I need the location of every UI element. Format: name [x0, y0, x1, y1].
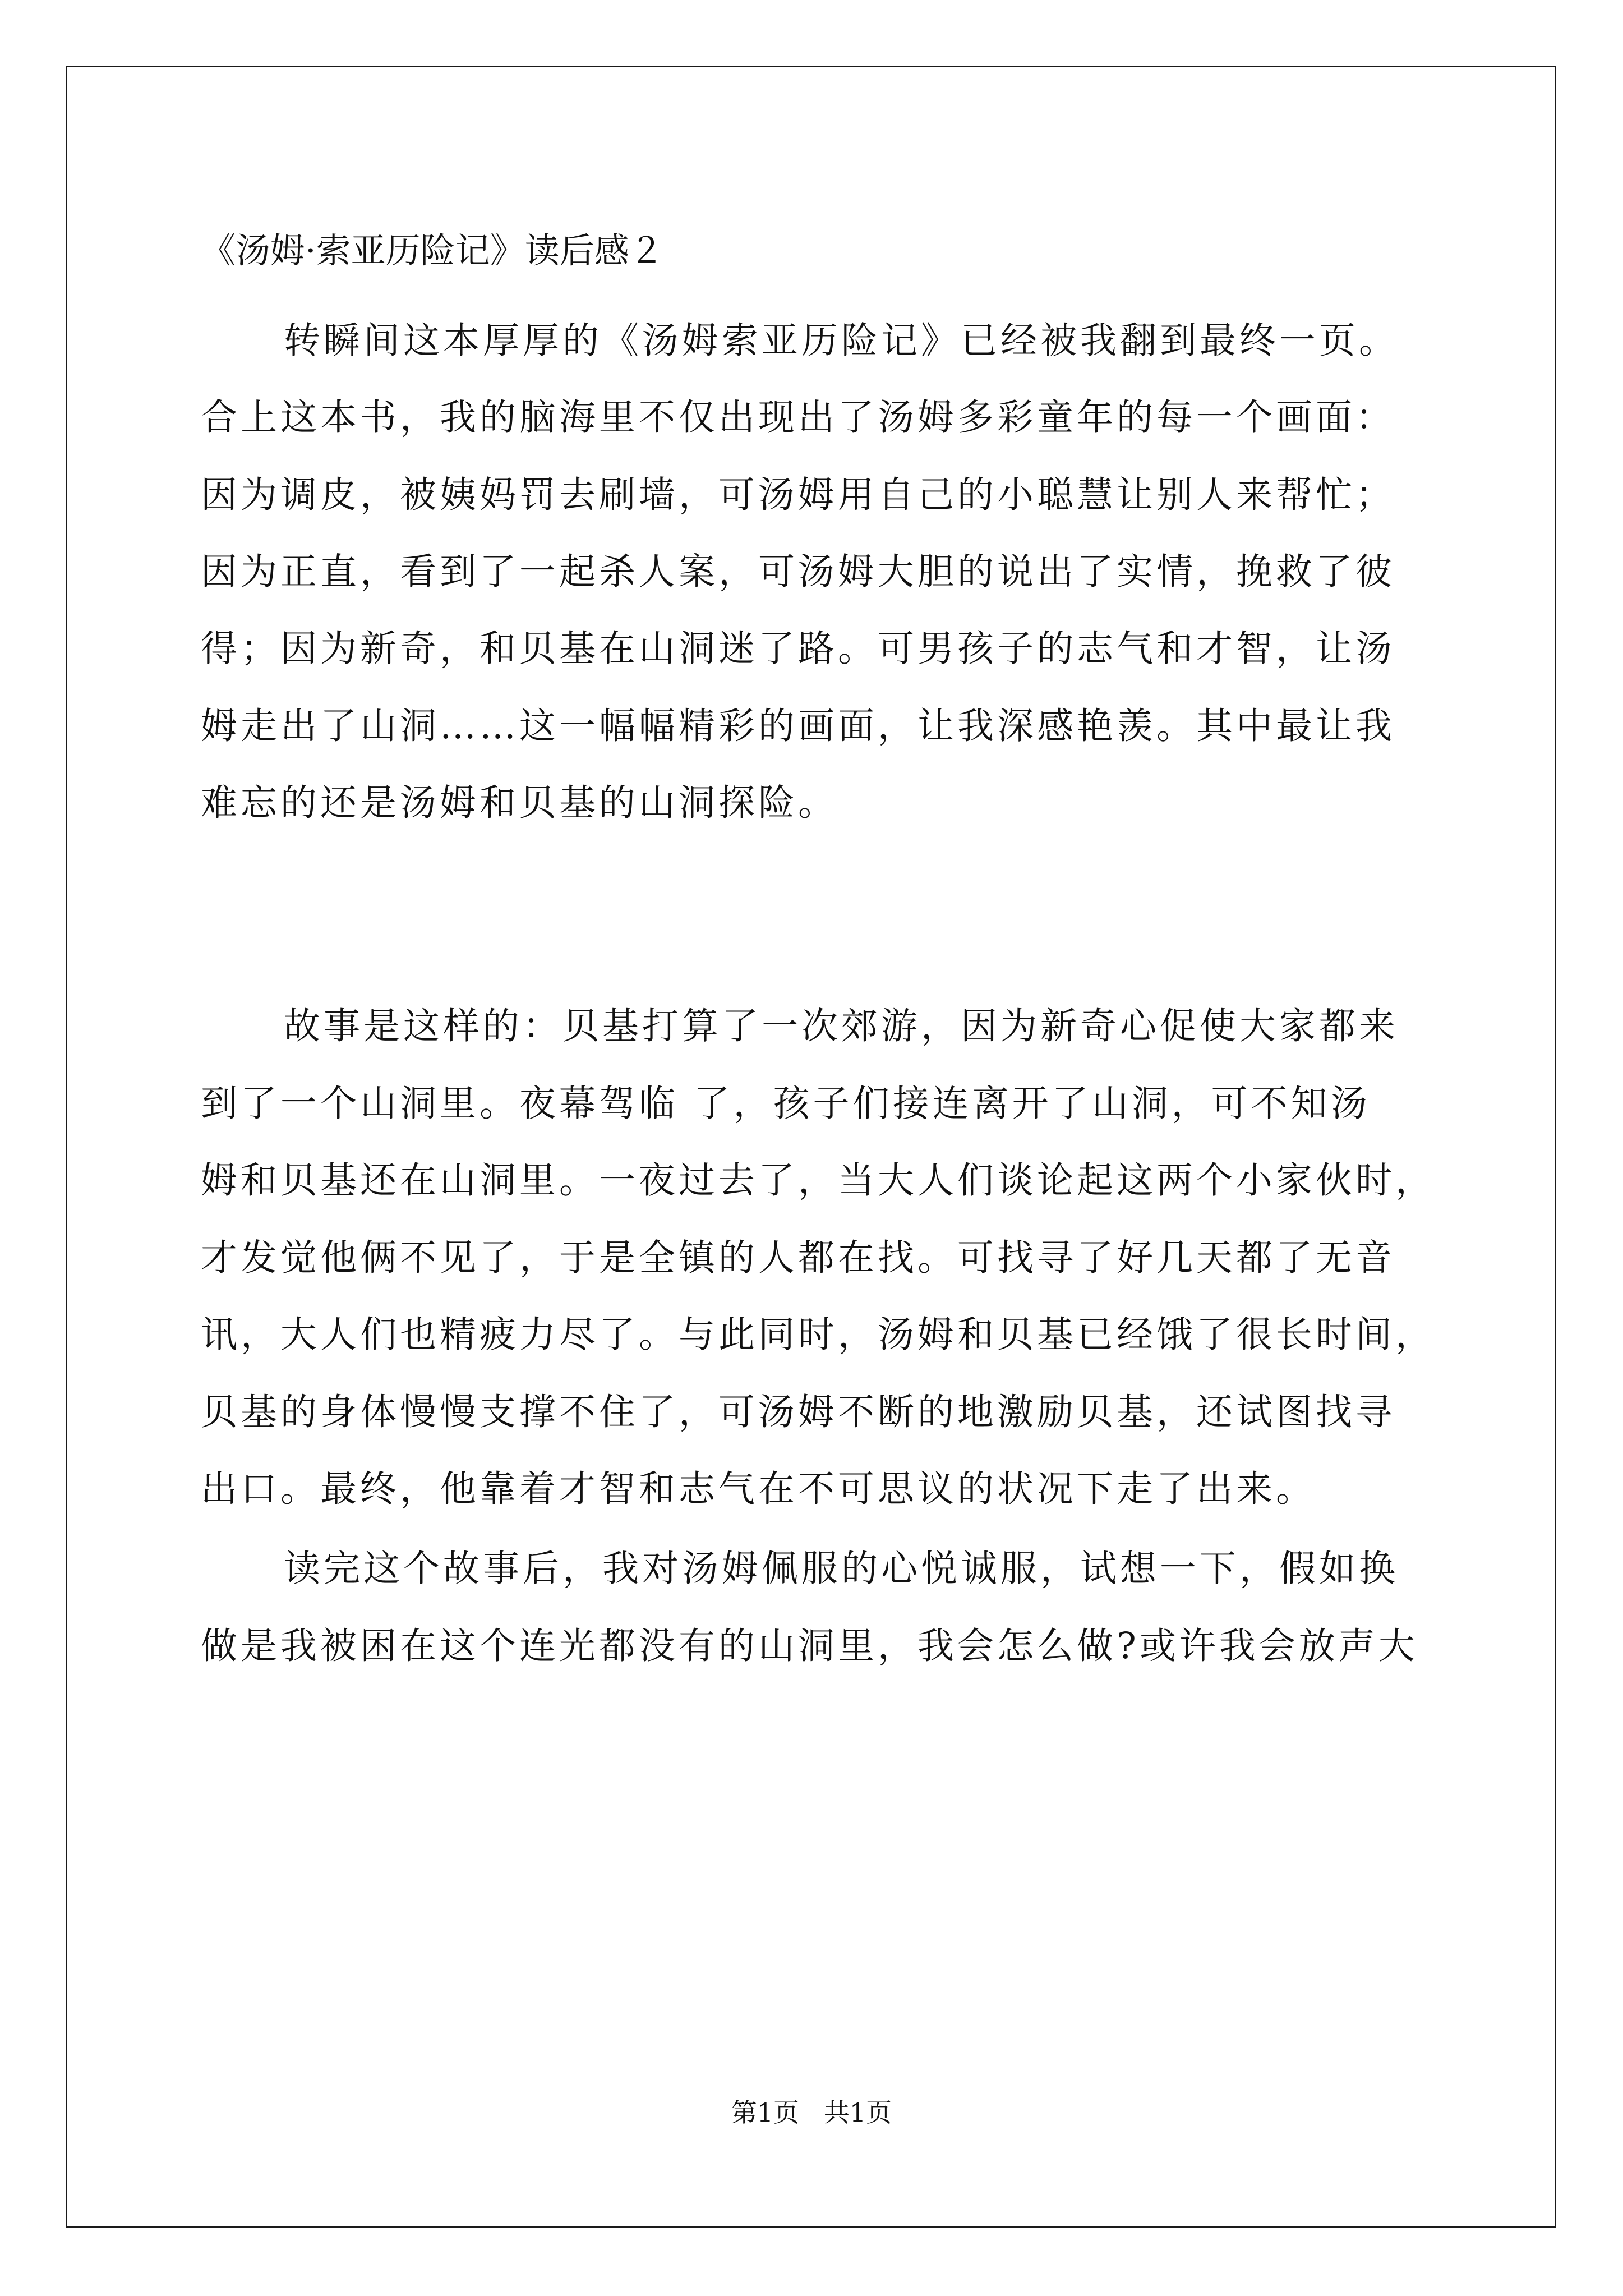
- paragraph-2-line-6: 贝基的身体慢慢支撑不住了，可汤姆不断的地激励贝基，还试图找寻: [201, 1391, 1396, 1433]
- paragraph-3-line-2: 做是我被困在这个连光都没有的山洞里，我会怎么做?或许我会放声大: [201, 1625, 1418, 1667]
- paragraph-1-line-3: 因为调皮，被姨妈罚去刷墙，可汤姆用自己的小聪慧让别人来帮忙；: [201, 474, 1396, 516]
- paragraph-1-line-4: 因为正直，看到了一起杀人案，可汤姆大胆的说出了实情，挽救了彼: [201, 551, 1396, 593]
- paragraph-1-line-6: 姆走出了山洞……这一幅幅精彩的画面，让我深感艳羡。其中最让我: [201, 705, 1396, 747]
- paragraph-2-line-7: 出口。最终，他靠着才智和志气在不可思议的状况下走了出来。: [201, 1468, 1316, 1510]
- paragraph-3-line-1: 读完这个故事后，我对汤姆佩服的心悦诚服，试想一下，假如换: [284, 1548, 1399, 1590]
- paragraph-1-line-5: 得；因为新奇，和贝基在山洞迷了路。可男孩子的志气和才智，让汤: [201, 628, 1396, 670]
- paragraph-2-line-2: 到了一个山洞里。夜幕驾临 了，孩子们接连离开了山洞，可不知汤: [201, 1083, 1371, 1125]
- page-footer: 第1页 共1页: [731, 2097, 892, 2128]
- paragraph-1-line-2: 合上这本书，我的脑海里不仅出现出了汤姆多彩童年的每一个画面：: [201, 397, 1396, 439]
- paragraph-1-line-7: 难忘的还是汤姆和贝基的山洞探险。: [201, 782, 838, 824]
- paragraph-1-line-1: 转瞬间这本厚厚的《汤姆索亚历险记》已经被我翻到最终一页。: [284, 320, 1399, 362]
- paragraph-2-line-5: 讯，大人们也精疲力尽了。与此同时，汤姆和贝基已经饿了很长时间，: [201, 1314, 1436, 1356]
- paragraph-2-line-3: 姆和贝基还在山洞里。一夜过去了，当大人们谈论起这两个小家伙时，: [201, 1159, 1436, 1202]
- paragraph-2-line-4: 才发觉他俩不见了，于是全镇的人都在找。可找寻了好几天都了无音: [201, 1237, 1396, 1279]
- document-title: 《汤姆·索亚历险记》读后感２: [201, 230, 664, 271]
- paragraph-2-line-1: 故事是这样的：贝基打算了一次郊游，因为新奇心促使大家都来: [284, 1005, 1399, 1047]
